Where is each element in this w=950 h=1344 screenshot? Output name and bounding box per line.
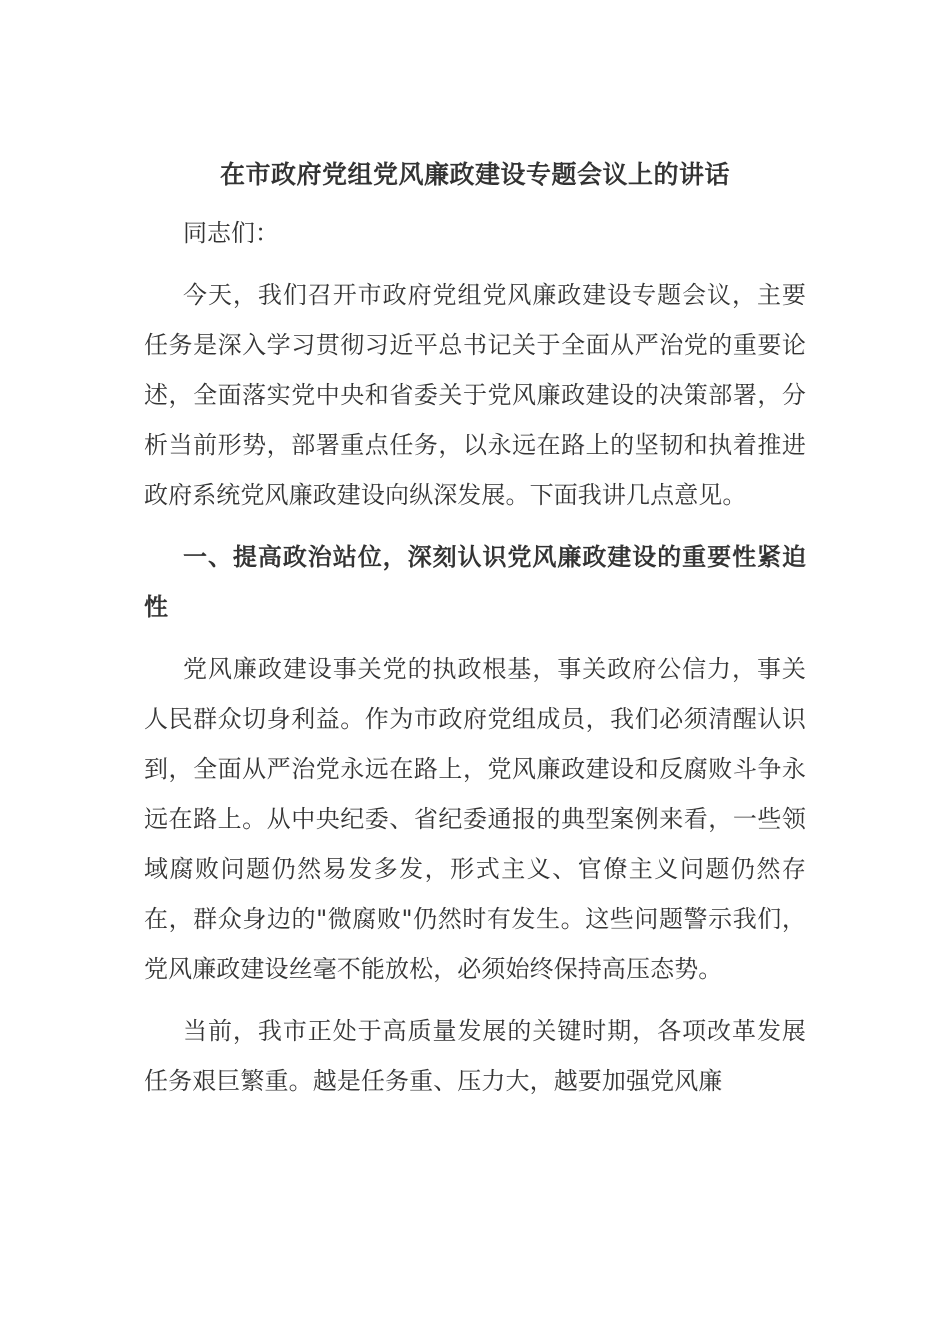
document-title: 在市政府党组党风廉政建设专题会议上的讲话 [219,160,730,189]
section-paragraph-2: 当前，我市正处于高质量发展的关键时期，各项改革发展任务艰巨繁重。越是任务重、压力大，越要加强党风廉 [144,1017,806,1095]
section-heading-1: 一、提高政治站位，深刻认识党风廉政建设的重要性紧迫性 [144,543,806,621]
salutation: 同志们： [183,219,279,247]
intro-paragraph: 今天，我们召开市政府党组党风廉政建设专题会议，主要任务是深入学习贯彻习近平总书记关于全面从严治党的重要论述，全面落实党中央和省委关于党风廉政建设的决策部署，分析当前形势，部署重点任务，以永远在路上的坚韧和执着推进政府系统党风廉政建设向纵深发展。下面我讲几点意见。 [144,281,806,509]
section-paragraph-1: 党风廉政建设事关党的执政根基，事关政府公信力，事关人民群众切身利益。作为市政府党组成员，我们必须清醒认识到，全面从严治党永远在路上，党风廉政建设和反腐败斗争永远在路上。从中央纪委、省纪委通报的典型案例来看，一些领域腐败问题仍然易发多发，形式主义、官僚主义问题仍然存在，群众身边的"微腐败"仍然时有发生。这些问题警示我们，党风廉政建设丝毫不能放松，必须始终保持高压态势。 [144,655,806,983]
document-body [144,150,806,1106]
